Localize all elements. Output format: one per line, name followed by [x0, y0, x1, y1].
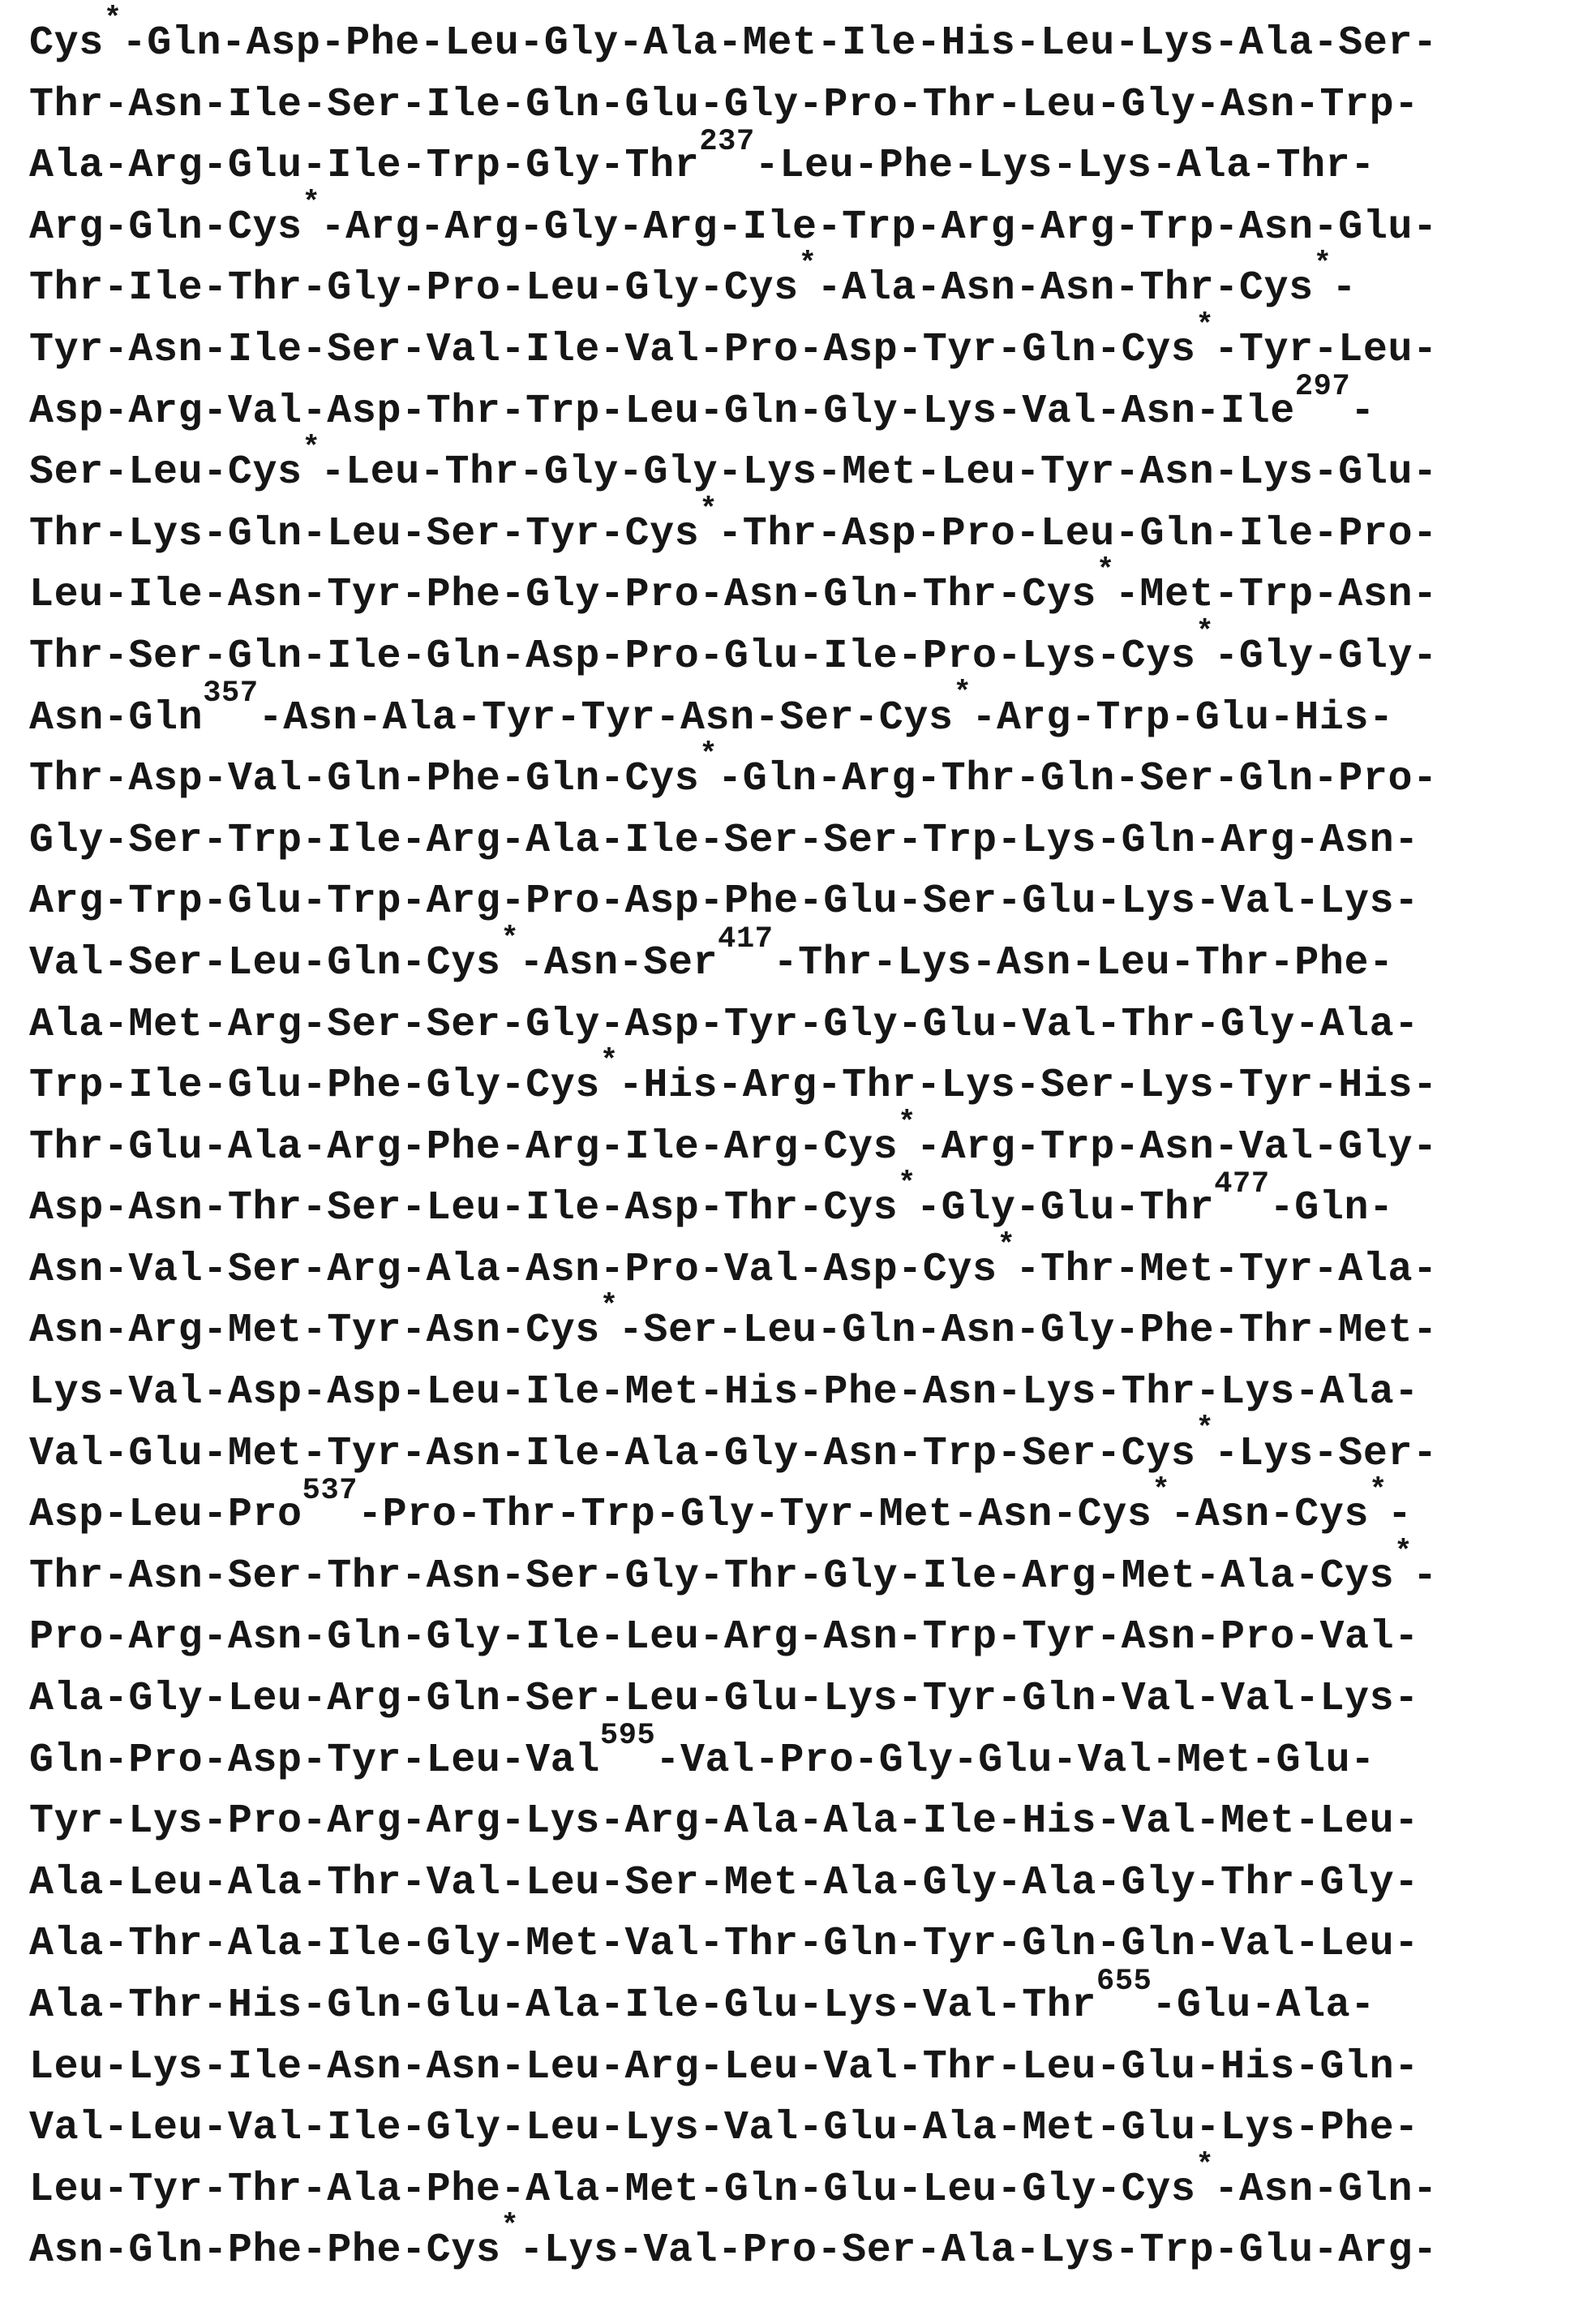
modified-cys-asterisk: *: [500, 921, 520, 956]
modified-cys-asterisk: *: [997, 1228, 1016, 1263]
sequence-line: Lys-Val-Asp-Asp-Leu-Ile-Met-His-Phe-Asn-Lys-Thr-Lys-Ala-: [29, 1369, 1419, 1416]
modified-cys-asterisk: *: [302, 186, 321, 221]
residue-number-superscript: 537: [302, 1474, 358, 1509]
sequence-line: Ala-Gly-Leu-Arg-Gln-Ser-Leu-Glu-Lys-Tyr-Gln-Val-Val-Lys-: [29, 1676, 1419, 1723]
residue-number-superscript: 297: [1294, 370, 1351, 405]
modified-cys-asterisk: *: [699, 492, 719, 527]
residue-number-superscript: 357: [203, 677, 259, 711]
modified-cys-asterisk: *: [302, 431, 321, 466]
sequence-line: Thr-Asn-Ser-Thr-Asn-Ser-Gly-Thr-Gly-Ile-Arg-Met-Ala-Cys*-: [29, 1535, 1438, 1600]
sequence-line: Ala-Met-Arg-Ser-Ser-Gly-Asp-Tyr-Gly-Glu-Val-Thr-Gly-Ala-: [29, 1001, 1419, 1048]
modified-cys-asterisk: *: [1313, 247, 1332, 282]
sequence-line: Asn-Gln$^{357}$-Asn-Ala-Tyr-Tyr-Asn-Ser-Cys*-Arg-Trp-Glu-His-: [29, 677, 1394, 741]
sequence-line: Thr-Glu-Ala-Arg-Phe-Arg-Ile-Arg-Cys*-Arg-Trp-Asn-Val-Gly-: [29, 1106, 1438, 1171]
sequence-line: Asn-Val-Ser-Arg-Ala-Asn-Pro-Val-Asp-Cys*-Thr-Met-Tyr-Ala-: [29, 1228, 1438, 1293]
sequence-line: Asp-Asn-Thr-Ser-Leu-Ile-Asp-Thr-Cys*-Gly-Glu-Thr$^{477}$-Gln-: [29, 1167, 1394, 1232]
sequence-line: Thr-Ile-Thr-Gly-Pro-Leu-Gly-Cys*-Ala-Asn-Asn-Thr-Cys*-: [29, 247, 1358, 312]
sequence-line: Gln-Pro-Asp-Tyr-Leu-Val$^{595}$-Val-Pro-Gly-Glu-Val-Met-Glu-: [29, 1719, 1375, 1784]
modified-cys-asterisk: *: [599, 1044, 619, 1079]
residue-number-superscript: 595: [599, 1719, 656, 1754]
sequence-line: Asp-Arg-Val-Asp-Thr-Trp-Leu-Gln-Gly-Lys-Val-Asn-Ile$^{297}$-: [29, 370, 1375, 435]
residue-number-superscript: 237: [699, 125, 755, 159]
sequence-line: Leu-Tyr-Thr-Ala-Phe-Ala-Met-Gln-Glu-Leu-Gly-Cys*-Asn-Gln-: [29, 2148, 1438, 2213]
modified-cys-asterisk: *: [103, 2, 122, 37]
sequence-line: Thr-Asn-Ile-Ser-Ile-Gln-Glu-Gly-Pro-Thr-Leu-Gly-Asn-Trp-: [29, 81, 1419, 128]
sequence-line: Arg-Trp-Glu-Trp-Arg-Pro-Asp-Phe-Glu-Ser-Glu-Lys-Val-Lys-: [29, 878, 1419, 926]
modified-cys-asterisk: *: [1195, 2148, 1215, 2183]
modified-cys-asterisk: *: [898, 1106, 916, 1141]
modified-cys-asterisk: *: [500, 2210, 520, 2245]
residue-number-superscript: 477: [1214, 1167, 1270, 1202]
sequence-line: Asn-Gln-Phe-Phe-Cys*-Lys-Val-Pro-Ser-Ala-Lys-Trp-Glu-Arg-: [29, 2210, 1438, 2275]
sequence-line: Gly-Ser-Trp-Ile-Arg-Ala-Ile-Ser-Ser-Trp-Lys-Gln-Arg-Asn-: [29, 817, 1419, 864]
modified-cys-asterisk: *: [1394, 1535, 1413, 1570]
modified-cys-asterisk: *: [898, 1167, 916, 1202]
sequence-line: Ala-Arg-Glu-Ile-Trp-Gly-Thr$^{237}$-Leu-Phe-Lys-Lys-Ala-Thr-: [29, 125, 1375, 190]
sequence-line: Tyr-Asn-Ile-Ser-Val-Ile-Val-Pro-Asp-Tyr-Gln-Cys*-Tyr-Leu-: [29, 308, 1438, 373]
sequence-line: Ala-Thr-Ala-Ile-Gly-Met-Val-Thr-Gln-Tyr-Gln-Gln-Val-Leu-: [29, 1921, 1419, 1968]
modified-cys-asterisk: *: [1195, 308, 1215, 343]
sequence-line: Thr-Lys-Gln-Leu-Ser-Tyr-Cys*-Thr-Asp-Pro-Leu-Gln-Ile-Pro-: [29, 492, 1438, 557]
modified-cys-asterisk: *: [1195, 1412, 1215, 1447]
modified-cys-asterisk: *: [599, 1290, 619, 1325]
modified-cys-asterisk: *: [1369, 1474, 1388, 1509]
sequence-line: Cys*-Gln-Asp-Phe-Leu-Gly-Ala-Met-Ile-His-Leu-Lys-Ala-Ser-: [29, 2, 1438, 67]
modified-cys-asterisk: *: [1152, 1474, 1171, 1509]
modified-cys-asterisk: *: [699, 737, 719, 772]
sequence-line: Asp-Leu-Pro$^{537}$-Pro-Thr-Trp-Gly-Tyr-Met-Asn-Cys*-Asn-Cys*-: [29, 1474, 1413, 1539]
sequence-line: Asn-Arg-Met-Tyr-Asn-Cys*-Ser-Leu-Gln-Asn-Gly-Phe-Thr-Met-: [29, 1290, 1438, 1355]
residue-number-superscript: 655: [1096, 1964, 1152, 1999]
sequence-line: Ala-Thr-His-Gln-Glu-Ala-Ile-Glu-Lys-Val-Thr$^{655}$-Glu-Ala-: [29, 1964, 1375, 2029]
sequence-line: Thr-Ser-Gln-Ile-Gln-Asp-Pro-Glu-Ile-Pro-Lys-Cys*-Gly-Gly-: [29, 615, 1438, 680]
modified-cys-asterisk: *: [1195, 615, 1215, 650]
sequence-line: Ser-Leu-Cys*-Leu-Thr-Gly-Gly-Lys-Met-Leu-Tyr-Asn-Lys-Glu-: [29, 431, 1438, 496]
sequence-line: Val-Leu-Val-Ile-Gly-Leu-Lys-Val-Glu-Ala-Met-Glu-Lys-Phe-: [29, 2105, 1419, 2152]
sequence-line: Thr-Asp-Val-Gln-Phe-Gln-Cys*-Gln-Arg-Thr-Gln-Ser-Gln-Pro-: [29, 737, 1438, 803]
sequence-line: Trp-Ile-Glu-Phe-Gly-Cys*-His-Arg-Thr-Lys-Ser-Lys-Tyr-His-: [29, 1044, 1438, 1110]
sequence-line: Pro-Arg-Asn-Gln-Gly-Ile-Leu-Arg-Asn-Trp-Tyr-Asn-Pro-Val-: [29, 1614, 1419, 1661]
sequence-line: Val-Ser-Leu-Gln-Cys*-Asn-Ser$^{417}$-Thr-Lys-Asn-Leu-Thr-Phe-: [29, 921, 1394, 986]
sequence-line: Arg-Gln-Cys*-Arg-Arg-Gly-Arg-Ile-Trp-Arg-Arg-Trp-Asn-Glu-: [29, 186, 1438, 251]
modified-cys-asterisk: *: [798, 247, 817, 282]
sequence-line: Ala-Leu-Ala-Thr-Val-Leu-Ser-Met-Ala-Gly-Ala-Gly-Thr-Gly-: [29, 1859, 1419, 1906]
modified-cys-asterisk: *: [1096, 554, 1115, 589]
modified-cys-asterisk: *: [953, 677, 972, 711]
sequence-line: Tyr-Lys-Pro-Arg-Arg-Lys-Arg-Ala-Ala-Ile-His-Val-Met-Leu-: [29, 1798, 1419, 1845]
sequence-line: Leu-Lys-Ile-Asn-Asn-Leu-Arg-Leu-Val-Thr-Leu-Glu-His-Gln-: [29, 2043, 1419, 2090]
residue-number-superscript: 417: [718, 921, 774, 956]
sequence-line: Leu-Ile-Asn-Tyr-Phe-Gly-Pro-Asn-Gln-Thr-Cys*-Met-Trp-Asn-: [29, 554, 1438, 619]
sequence-line: Val-Glu-Met-Tyr-Asn-Ile-Ala-Gly-Asn-Trp-Ser-Cys*-Lys-Ser-: [29, 1412, 1438, 1477]
